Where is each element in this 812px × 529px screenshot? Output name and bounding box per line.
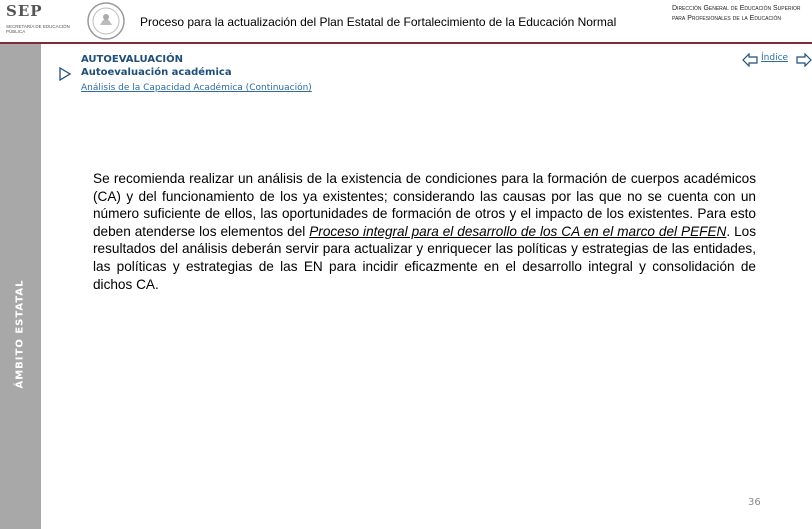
sep-logo [0,0,76,44]
header-title: Proceso para la actualización del Plan Estatal de Fortalecimiento de la Educación Normal [140,15,617,29]
header [0,0,812,44]
paragraph-text-end: . Los resultados del análisis deberán servir para actualizar y enriquecer las políticas y estrategias de las entidades, las políticas y estrategias de las EN para incidir eficazmente en el desarrollo integral y consolidación de dichos CA. [93,223,756,292]
subsection-title: Autoevaluación académica [81,67,232,78]
breadcrumb-link[interactable]: Análisis de la Capacidad Académica (Continuación) [81,83,312,93]
seal-icon [86,1,126,41]
sidebar-label: ÁMBITO ESTATAL [14,279,26,389]
sep-logo-text: SEP [6,2,43,20]
paragraph-text: Se recomienda realizar un análisis de la existencia de condiciones para la formación de cuerpos académicos (CA) y del funcionamiento de los ya existentes; considerando las causas por las que no se cuenta con un número suficiente de ellos, las oportunidades de formación de otros y el impacto de los existentes. Para esto deben atenderse los elementos del [93,171,756,239]
body-paragraph [93,170,756,293]
arrow-left-icon[interactable] [742,53,758,67]
department-name: Dirección General de Educación Superior para Profesionales de la Educación [672,5,801,22]
header-divider [0,42,812,44]
play-icon [58,67,72,81]
sidebar [0,44,41,529]
process-link[interactable]: Proceso integral para el desarrollo de los CA en el marco del PEFEN [309,223,727,239]
page-number: 36 [748,497,761,508]
sep-logo-subtitle: SECRETARÍA DE EDUCACIÓN PÚBLICA [6,24,70,34]
arrow-right-icon[interactable] [796,53,812,67]
index-link[interactable]: Índice [761,53,789,63]
section-title: AUTOEVALUACIÓN [81,54,184,65]
